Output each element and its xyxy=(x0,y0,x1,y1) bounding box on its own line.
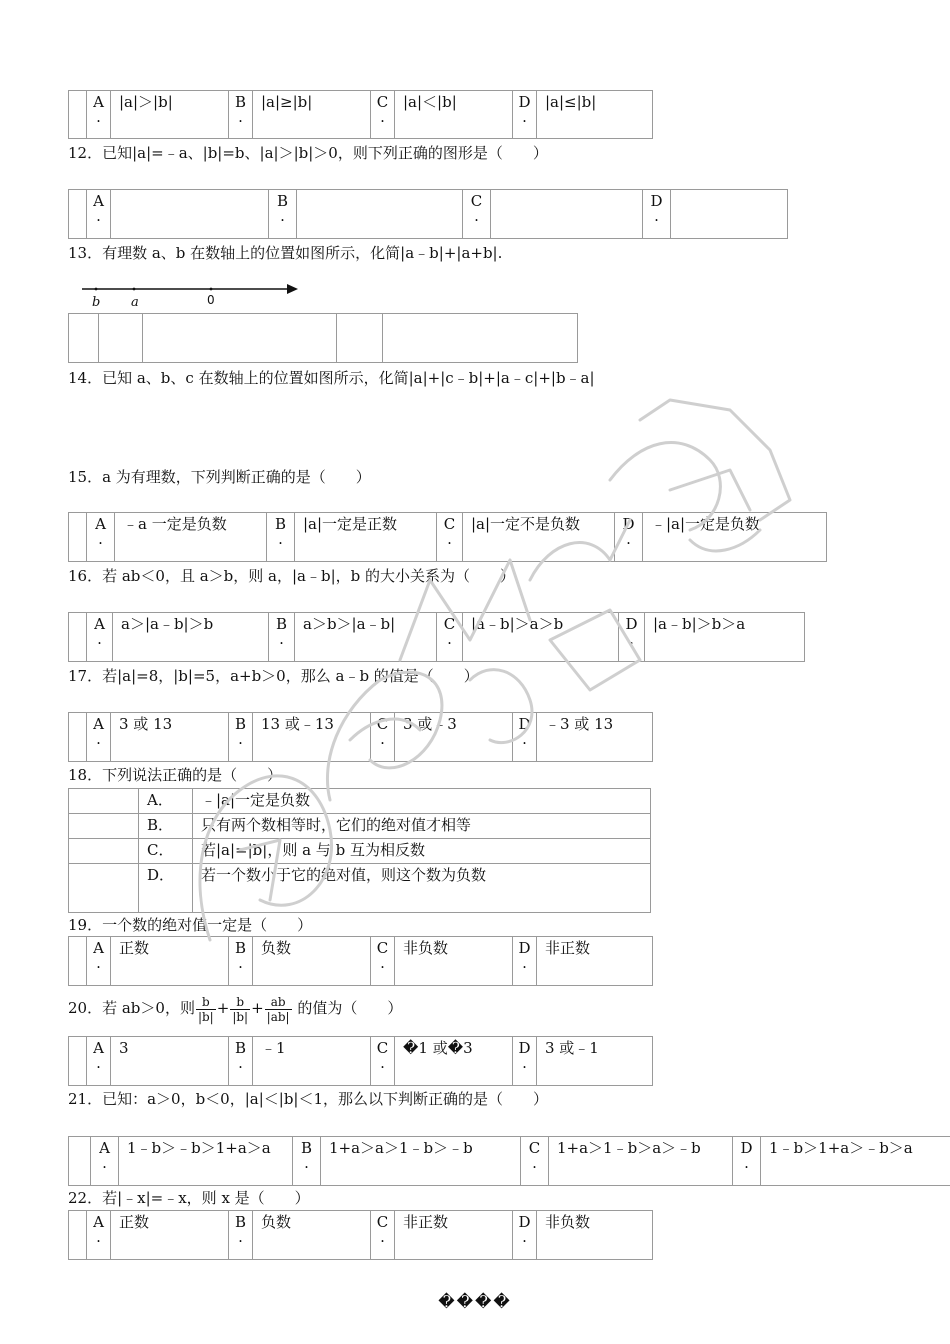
fraction-2: $\frac{b}{|b|}$ xyxy=(232,994,249,1024)
row-margin xyxy=(69,1211,87,1260)
label-a: a xyxy=(131,295,139,310)
option-a-text: ﹣|a|一定是负数 xyxy=(193,789,651,814)
option-b-text: |a|≥|b| xyxy=(253,91,371,139)
label-b: b xyxy=(92,295,101,310)
question-17: 17．若|a|=8，|b|=5，a+b＞0，那么 a﹣b 的值是（ ） xyxy=(68,667,479,685)
q20-prefix: 20．若 ab＞0，则 xyxy=(68,999,195,1017)
option-d-text: 3 或﹣1 xyxy=(537,1037,653,1086)
option-c-letter: C . xyxy=(371,1211,395,1260)
q15-options xyxy=(68,512,827,562)
q20-suffix: 的值为（ ） xyxy=(297,999,403,1017)
option-d-letter: D . xyxy=(643,190,671,239)
option-b-text: 负数 xyxy=(253,937,371,986)
option-b-text: 13 或﹣13 xyxy=(253,713,371,762)
tick-b xyxy=(95,288,98,291)
option-a-text: |a|＞|b| xyxy=(111,91,229,139)
option-c-text: 非正数 xyxy=(395,1211,513,1260)
option-a-letter: A． xyxy=(139,789,193,814)
option-d-letter: D . xyxy=(733,1137,761,1186)
row-margin xyxy=(69,864,139,913)
option-c-figure xyxy=(491,190,643,239)
option-a-text: 3 xyxy=(111,1037,229,1086)
option-c-letter: C . xyxy=(437,613,463,662)
option-a-letter: A . xyxy=(91,1137,119,1186)
option-a-letter: A . xyxy=(87,613,113,662)
option-c-text: 1+a＞1﹣b＞a＞﹣b xyxy=(549,1137,733,1186)
row-margin xyxy=(69,713,87,762)
q19-options xyxy=(68,936,653,986)
number-line-figure xyxy=(78,278,308,312)
question-22: 22．若|﹣x|=﹣x，则 x 是（ ） xyxy=(68,1189,310,1207)
option-c-text: |a﹣b|＞a＞b xyxy=(463,613,619,662)
option-b-letter: B . xyxy=(267,513,295,562)
fraction-1: $\frac{b}{|b|}$ xyxy=(197,994,214,1024)
option-d-letter: D . xyxy=(615,513,643,562)
option-a-text: a＞|a﹣b|＞b xyxy=(113,613,269,662)
option-d-letter: D . xyxy=(513,713,537,762)
option-b-text: 1+a＞a＞1﹣b＞﹣b xyxy=(321,1137,521,1186)
option-b-figure xyxy=(297,190,463,239)
question-16: 16．若 ab＜0，且 a＞b，则 a，|a﹣b|，b 的大小关系为（ ） xyxy=(68,567,515,585)
q21-options xyxy=(68,1136,950,1186)
question-14: 14．已知 a、b、c 在数轴上的位置如图所示，化简|a|+|c﹣b|+|a﹣c|+|b﹣a| xyxy=(68,369,595,387)
page-footer: ���� xyxy=(438,1292,512,1311)
grid-cell xyxy=(143,314,337,363)
option-b-text: ﹣1 xyxy=(253,1037,371,1086)
q16-options xyxy=(68,612,805,662)
row-margin xyxy=(69,613,87,662)
row-margin xyxy=(69,814,139,839)
option-d-text: |a﹣b|＞b＞a xyxy=(645,613,805,662)
option-a-text: 1﹣b＞﹣b＞1+a＞a xyxy=(119,1137,293,1186)
q22-options xyxy=(68,1210,653,1260)
option-a-text: ﹣a 一定是负数 xyxy=(115,513,267,562)
option-c-letter: C . xyxy=(521,1137,549,1186)
option-c-text: �1 或�3 xyxy=(395,1037,513,1086)
option-a-letter: A . xyxy=(87,513,115,562)
option-d-figure xyxy=(671,190,788,239)
option-a-figure xyxy=(111,190,269,239)
option-b-text: 负数 xyxy=(253,1211,371,1260)
option-d-letter: D . xyxy=(513,937,537,986)
row-margin xyxy=(69,91,87,139)
option-b-letter: B . xyxy=(229,937,253,986)
option-d-text: 若一个数小于它的绝对值，则这个数为负数 xyxy=(193,864,651,913)
question-21: 21．已知：a＞0，b＜0，|a|＜|b|＜1，那么以下判断正确的是（ ） xyxy=(68,1090,549,1108)
option-c-letter: C . xyxy=(437,513,463,562)
option-d-text: ﹣|a|一定是负数 xyxy=(643,513,827,562)
option-b-text: 只有两个数相等时，它们的绝对值才相等 xyxy=(193,814,651,839)
question-20 xyxy=(68,990,402,1026)
option-a-letter: A . xyxy=(87,937,111,986)
option-a-text: 正数 xyxy=(111,1211,229,1260)
grid-cell xyxy=(69,314,99,363)
grid-cell xyxy=(383,314,578,363)
option-d-text: 1﹣b＞1+a＞﹣b＞a xyxy=(761,1137,950,1186)
question-18: 18．下列说法正确的是（ ） xyxy=(68,766,283,784)
option-d-text: |a|≤|b| xyxy=(537,91,653,139)
row-margin xyxy=(69,839,139,864)
option-b-text: |a|一定是正数 xyxy=(295,513,437,562)
option-a-letter: A . xyxy=(87,190,111,239)
q12-options xyxy=(68,189,788,239)
option-c-text: |a|一定不是负数 xyxy=(463,513,615,562)
q11-options xyxy=(68,90,653,139)
option-c-letter: C . xyxy=(371,937,395,986)
option-b-letter: B . xyxy=(269,613,295,662)
option-b-letter: B . xyxy=(229,713,253,762)
option-c-text: |a|＜|b| xyxy=(395,91,513,139)
question-19: 19．一个数的绝对值一定是（ ） xyxy=(68,916,313,934)
option-a-text: 3 或 13 xyxy=(111,713,229,762)
option-a-letter: A . xyxy=(87,713,111,762)
option-d-letter: D . xyxy=(513,91,537,139)
option-b-letter: B . xyxy=(293,1137,321,1186)
option-b-text: a＞b＞|a﹣b| xyxy=(295,613,437,662)
option-d-text: ﹣3 或 13 xyxy=(537,713,653,762)
question-13: 13．有理数 a、b 在数轴上的位置如图所示，化简|a﹣b|+|a+b|. xyxy=(68,244,503,262)
option-d-letter: D． xyxy=(139,864,193,913)
q18-options xyxy=(68,788,651,913)
tick-a xyxy=(133,288,136,291)
option-c-letter: C . xyxy=(463,190,491,239)
option-c-letter: C . xyxy=(371,713,395,762)
row-margin xyxy=(69,190,87,239)
option-a-letter: A . xyxy=(87,1037,111,1086)
fraction-3: $\frac{ab}{|ab|}$ xyxy=(266,994,290,1024)
plus-sign: + xyxy=(251,999,264,1017)
tick-0 xyxy=(210,288,213,291)
option-c-letter: C . xyxy=(371,1037,395,1086)
option-c-letter: C . xyxy=(371,91,395,139)
option-c-text: 3 或﹣3 xyxy=(395,713,513,762)
option-d-text: 非负数 xyxy=(537,1211,653,1260)
option-a-text: 正数 xyxy=(111,937,229,986)
option-c-text: 非负数 xyxy=(395,937,513,986)
option-d-letter: D . xyxy=(619,613,645,662)
row-margin xyxy=(69,1037,87,1086)
row-margin xyxy=(69,1137,91,1186)
grid-cell xyxy=(337,314,383,363)
option-a-letter: A . xyxy=(87,91,111,139)
question-15: 15．a 为有理数，下列判断正确的是（ ） xyxy=(68,468,371,486)
option-d-letter: D . xyxy=(513,1037,537,1086)
option-d-text: 非正数 xyxy=(537,937,653,986)
arrow-head-icon xyxy=(287,284,298,294)
question-12: 12．已知|a|=﹣a、|b|=b、|a|＞|b|＞0，则下列正确的图形是（ ） xyxy=(68,144,548,162)
row-margin xyxy=(69,513,87,562)
row-margin xyxy=(69,937,87,986)
option-c-text: 若|a|=|b|，则 a 与 b 互为相反数 xyxy=(193,839,651,864)
q20-options xyxy=(68,1036,653,1086)
option-d-letter: D . xyxy=(513,1211,537,1260)
plus-sign: + xyxy=(216,999,230,1017)
row-margin xyxy=(69,789,139,814)
grid-cell xyxy=(99,314,143,363)
option-b-letter: B . xyxy=(229,1037,253,1086)
q13-answer-grid xyxy=(68,313,578,363)
option-b-letter: B . xyxy=(229,1211,253,1260)
option-a-letter: A . xyxy=(87,1211,111,1260)
option-b-letter: B . xyxy=(229,91,253,139)
option-b-letter: B． xyxy=(139,814,193,839)
q17-options xyxy=(68,712,653,762)
option-b-letter: B . xyxy=(269,190,297,239)
option-c-letter: C． xyxy=(139,839,193,864)
label-0: 0 xyxy=(207,293,215,307)
